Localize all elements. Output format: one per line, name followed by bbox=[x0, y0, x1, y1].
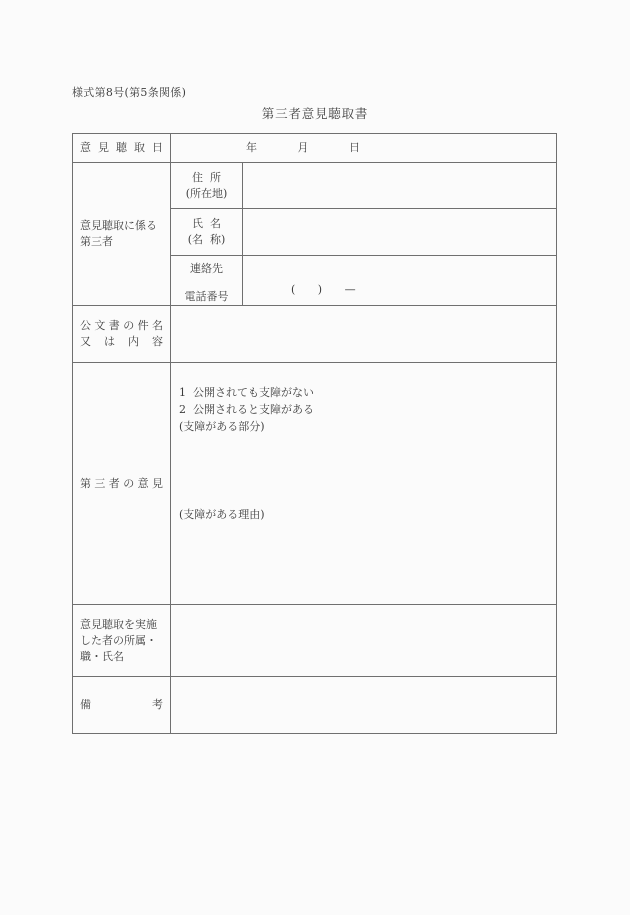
document-subject-field bbox=[171, 306, 557, 363]
form-number: 様式第8号(第5条関係) bbox=[72, 86, 187, 99]
hearing-date-label: 意見聴取日 bbox=[73, 134, 171, 163]
name-label bbox=[171, 209, 243, 256]
table-row-remarks bbox=[73, 677, 557, 734]
opinion-label: 第三者の意見 bbox=[73, 363, 171, 605]
officer-label-line: 意見聴取を実施 bbox=[80, 617, 157, 631]
phone-number-field: ( ) — bbox=[243, 256, 557, 306]
document-subject-label-line: 又は内容 bbox=[80, 335, 163, 348]
address-label-line: 住 所 bbox=[192, 170, 221, 184]
document-subject-label-line: 公文書の件名 bbox=[80, 319, 163, 332]
officer-label-line: 職・氏名 bbox=[80, 649, 124, 663]
table-row-document-subject bbox=[73, 306, 557, 363]
name-label-line: (名 称) bbox=[187, 233, 226, 246]
third-party-label bbox=[73, 163, 171, 306]
table-row-officer bbox=[73, 605, 557, 677]
third-party-label-line: 意見聴取に係る bbox=[80, 219, 157, 232]
officer-label bbox=[73, 605, 171, 677]
hearing-form-table bbox=[72, 133, 557, 734]
remarks-label: 備考 bbox=[73, 677, 171, 734]
table-row-address bbox=[73, 163, 557, 209]
table-row-hearing-date bbox=[73, 134, 557, 163]
opinion-field bbox=[171, 363, 557, 605]
remarks-field bbox=[171, 677, 557, 734]
name-field bbox=[243, 209, 557, 256]
name-label-line: 氏 名 bbox=[192, 217, 221, 230]
page-title: 第三者意見聴取書 bbox=[261, 106, 369, 121]
opinion-option-2: 2 公開されると支障がある bbox=[179, 403, 314, 416]
address-label-line: (所在地) bbox=[185, 186, 228, 200]
opinion-option-1: 1 公開されても支障がない bbox=[179, 386, 314, 399]
officer-field bbox=[171, 605, 557, 677]
address-label bbox=[171, 163, 243, 209]
hearing-date-field: 年 月 日 bbox=[171, 134, 557, 163]
table-row-opinion bbox=[73, 363, 557, 605]
problem-reason-heading: (支障がある理由) bbox=[179, 508, 265, 521]
contact-label-line: 連絡先 bbox=[190, 262, 223, 275]
officer-label-line: した者の所属・ bbox=[80, 633, 157, 647]
third-party-label-line: 第三者 bbox=[80, 235, 113, 248]
problem-part-heading: (支障がある部分) bbox=[179, 420, 265, 433]
document-subject-label bbox=[73, 306, 171, 363]
contact-label bbox=[171, 256, 243, 306]
address-field bbox=[243, 163, 557, 209]
phone-number-label-line: 電話番号 bbox=[184, 290, 229, 303]
